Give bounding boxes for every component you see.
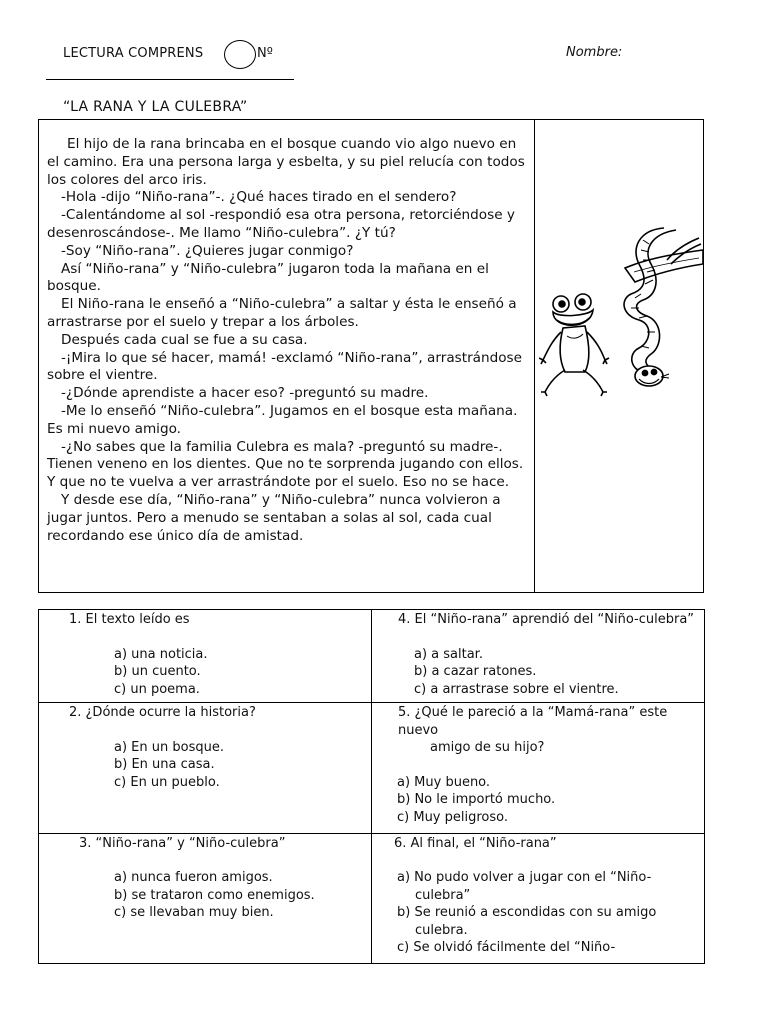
question-6-text: 6. Al final, el “Niño-rana”: [394, 835, 557, 851]
frog-drawing: [539, 294, 609, 396]
option[interactable]: c) a arrastrase sobre el vientre.: [414, 681, 619, 697]
story-paragraph: -Calentándome al sol -respondió esa otra persona, retorciéndose y desenroscándose-. Me llamo “Niño-culebra”. ¿Y tú?: [47, 207, 515, 241]
worksheet-title: LECTURA COMPRENS: [63, 46, 204, 61]
questions-table: [38, 609, 705, 964]
question-6-options: [380, 869, 700, 957]
story-paragraph: El Niño-rana le enseñó a “Niño-culebra” a saltar y ésta le enseñó a arrastrarse por el suelo y trepar a los árboles.: [47, 296, 517, 330]
snake-drawing: [624, 228, 676, 386]
story-paragraph: -Me lo enseñó “Niño-culebra”. Jugamos en el bosque esta mañana. Es mi nuevo amigo.: [47, 402, 518, 437]
question-1-options: [47, 646, 367, 699]
question-2-options: [47, 739, 367, 792]
option[interactable]: c) Se olvidó fácilmente del “Niño-: [397, 940, 616, 956]
story-paragraph: El hijo de la rana brincaba en el bosque cuando vio algo nuevo en el camino. Era una persona larga y esbelta, y su piel relucía con todos los colores del arco iris.: [47, 136, 525, 188]
question-3-text: 3. “Niño-rana” y “Niño-culebra”: [79, 835, 286, 851]
story-box: [38, 119, 704, 593]
title-underline: [46, 79, 294, 80]
story-paragraph: Y desde ese día, “Niño-rana” y “Niño-culebra” nunca volvieron a jugar juntos. Pero a menudo se sentaban a solas al sol, cada cual recordando ese único día de amistad.: [47, 491, 501, 544]
option[interactable]: b) En una casa.: [114, 757, 215, 773]
question-5-options: [380, 774, 700, 827]
option[interactable]: a) No pudo volver a jugar con el “Niño-culebra”: [397, 870, 652, 903]
option[interactable]: b) No le importó mucho.: [397, 792, 556, 808]
question-cell-4: [372, 610, 705, 703]
name-label: Nombre:: [566, 45, 623, 60]
story-paragraph: -¿Dónde aprendiste a hacer eso? -preguntó su madre.: [61, 385, 429, 402]
option[interactable]: c) un poema.: [114, 681, 200, 697]
number-circle: [224, 40, 256, 69]
question-4-text: 4. El “Niño-rana” aprendió del “Niño-culebra”: [398, 612, 695, 627]
column-divider: [534, 120, 535, 592]
question-cell-5: [372, 703, 705, 833]
option[interactable]: b) se trataron como enemigos.: [114, 887, 315, 903]
option[interactable]: b) a cazar ratones.: [414, 664, 537, 679]
story-paragraph: -Soy “Niño-rana”. ¿Quieres jugar conmigo?: [61, 242, 354, 259]
question-2-text: 2. ¿Dónde ocurre la historia?: [69, 705, 256, 721]
option[interactable]: a) una noticia.: [114, 646, 208, 662]
story-paragraph: Así “Niño-rana” y “Niño-culebra” jugaron toda la mañana en el bosque.: [47, 260, 489, 295]
story-paragraph: -Hola -dijo “Niño-rana”-. ¿Qué haces tirado en el sendero?: [61, 189, 457, 206]
option[interactable]: b) Se reunió a escondidas con su amigo culebra.: [397, 905, 657, 938]
number-label: Nº: [257, 46, 273, 61]
option[interactable]: c) En un pueblo.: [114, 774, 220, 790]
question-cell-6: [372, 833, 705, 963]
option[interactable]: a) Muy bueno.: [397, 774, 491, 790]
question-cell-2: [39, 703, 372, 833]
question-1-text: 1. El texto leído es: [69, 612, 190, 627]
option[interactable]: a) En un bosque.: [114, 739, 224, 755]
question-cell-3: [39, 833, 372, 963]
option[interactable]: c) se llevaban muy bien.: [114, 905, 274, 921]
question-5-text: 5. ¿Qué le pareció a la “Mamá-rana” este nuevo: [398, 705, 668, 738]
story-text: [47, 136, 531, 545]
option[interactable]: a) a saltar.: [414, 646, 483, 662]
story-paragraph: Después cada cual se fue a su casa.: [61, 331, 308, 348]
question-4-options: [380, 646, 700, 699]
option[interactable]: b) un cuento.: [114, 664, 201, 679]
frog-and-snake-illustration: [539, 220, 703, 400]
question-cell-1: [39, 610, 372, 703]
story-title: “LA RANA Y LA CULEBRA”: [63, 99, 248, 115]
story-paragraph: -¡Mira lo que sé hacer, mamá! -exclamó “Niño-rana”, arrastrándose sobre el vientre.: [47, 349, 522, 384]
question-5-text-cont: amigo de su hijo?: [430, 740, 545, 756]
question-3-options: [47, 869, 367, 922]
option[interactable]: c) Muy peligroso.: [397, 809, 509, 825]
story-paragraph: -¿No sabes que la familia Culebra es mala? -preguntó su madre-. Tienen veneno en los dientes. Que no te sorprenda jugando con ellos. Y que no te vuelva a ver arrastrándote por el suelo. Eso no se hace.: [47, 438, 524, 491]
option[interactable]: a) nunca fueron amigos.: [114, 870, 273, 886]
